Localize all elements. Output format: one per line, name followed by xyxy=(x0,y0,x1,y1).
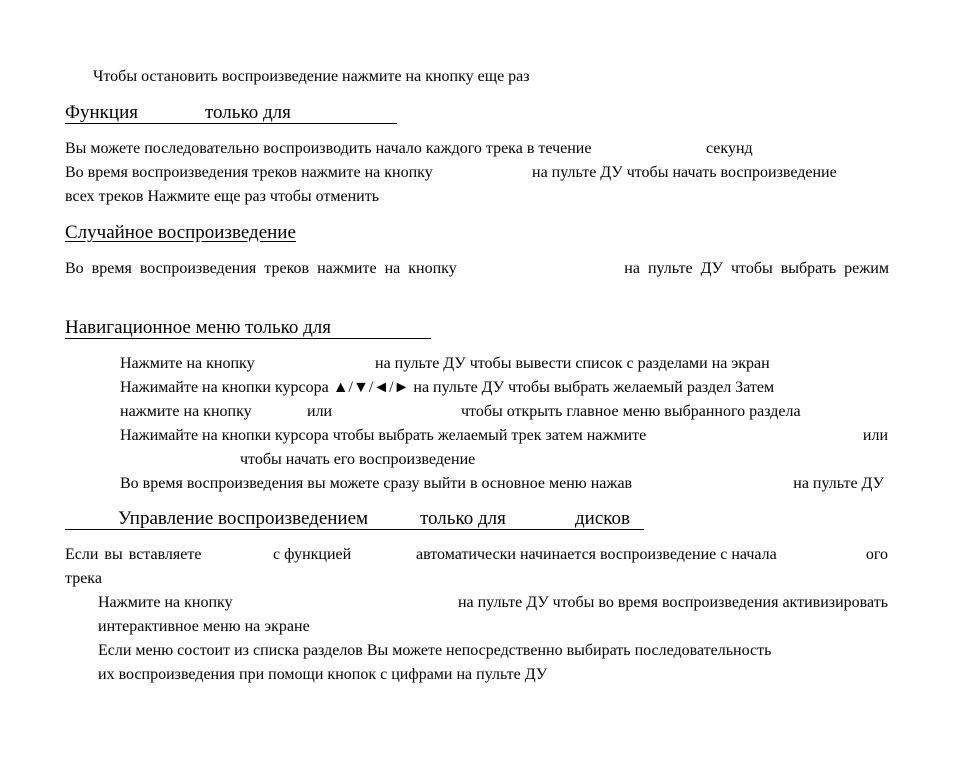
text-segment: на пульте ДУ чтобы начать воспроизведение xyxy=(532,164,837,181)
nav-menu-line-5: чтобы начать его воспроизведение xyxy=(240,451,476,468)
section-heading-nav-menu: Навигационное меню только для xyxy=(65,317,332,338)
heading-part: Управление воспроизведением xyxy=(118,508,369,529)
stop-playback-note: Чтобы остановить воспроизведение нажмите на кнопку еще раз xyxy=(93,68,530,85)
text-segment: Вы можете последовательно воспроизводить начало каждого трека в течение xyxy=(65,140,592,157)
text-segment: Во время воспроизведения треков нажмите на кнопку xyxy=(65,164,433,181)
playback-line-2: трека xyxy=(65,570,102,587)
heading-part: только для xyxy=(420,508,506,529)
playback-line-6: их воспроизведения при помощи кнопок с цифрами на пульте ДУ xyxy=(98,666,548,683)
heading-part: Функция xyxy=(65,102,138,123)
text-segment: или xyxy=(862,427,888,444)
heading-underline xyxy=(65,338,431,339)
text-segment: секунд xyxy=(706,140,753,157)
text-segment: автоматически начинается воспроизведение с начала xyxy=(416,546,777,563)
text-segment: чтобы открыть главное меню выбранного раздела xyxy=(461,403,801,420)
section-heading-random-play: Случайное воспроизведение xyxy=(65,222,296,243)
text-segment: на пульте ДУ чтобы во время воспроизведения активизировать xyxy=(457,594,888,611)
intro-scan-line-3: всех треков Нажмите еще раз чтобы отменить xyxy=(65,188,380,205)
text-segment: ого xyxy=(865,546,888,563)
text-segment: Во время воспроизведения вы можете сразу выйти в основное меню нажав xyxy=(120,475,633,492)
text-segment: Нажмите на кнопку xyxy=(120,355,255,372)
nav-menu-line-2: Нажимайте на кнопки курсора ▲/▼/◄/► на пульте ДУ чтобы выбрать желаемый раздел Затем xyxy=(120,379,775,396)
text-segment: Нажимайте на кнопки курсора чтобы выбрать желаемый трек затем нажмите xyxy=(120,427,647,444)
heading-underline xyxy=(65,529,644,530)
text-segment: на пульте ДУ чтобы вывести список с разделами на экран xyxy=(375,355,770,372)
text-segment: Нажмите на кнопку xyxy=(98,594,233,611)
playback-line-4: интерактивное меню на экране xyxy=(98,618,310,635)
text-segment: с функцией xyxy=(273,546,352,563)
text-segment: Во время воспроизведения треков нажмите на кнопку xyxy=(65,260,457,277)
text-segment: на пульте ДУ xyxy=(793,475,884,492)
heading-part: только для xyxy=(205,102,291,123)
playback-line-5: Если меню состоит из списка разделов Вы можете непосредственно выбирать последовательность xyxy=(98,642,772,659)
text-segment: Если вы вставляете xyxy=(65,546,202,563)
text-segment: или xyxy=(307,403,333,420)
heading-part: дисков xyxy=(575,508,631,529)
heading-underline xyxy=(65,123,397,124)
text-segment: на пульте ДУ чтобы выбрать режим xyxy=(624,260,889,277)
text-segment: нажмите на кнопку xyxy=(120,403,252,420)
